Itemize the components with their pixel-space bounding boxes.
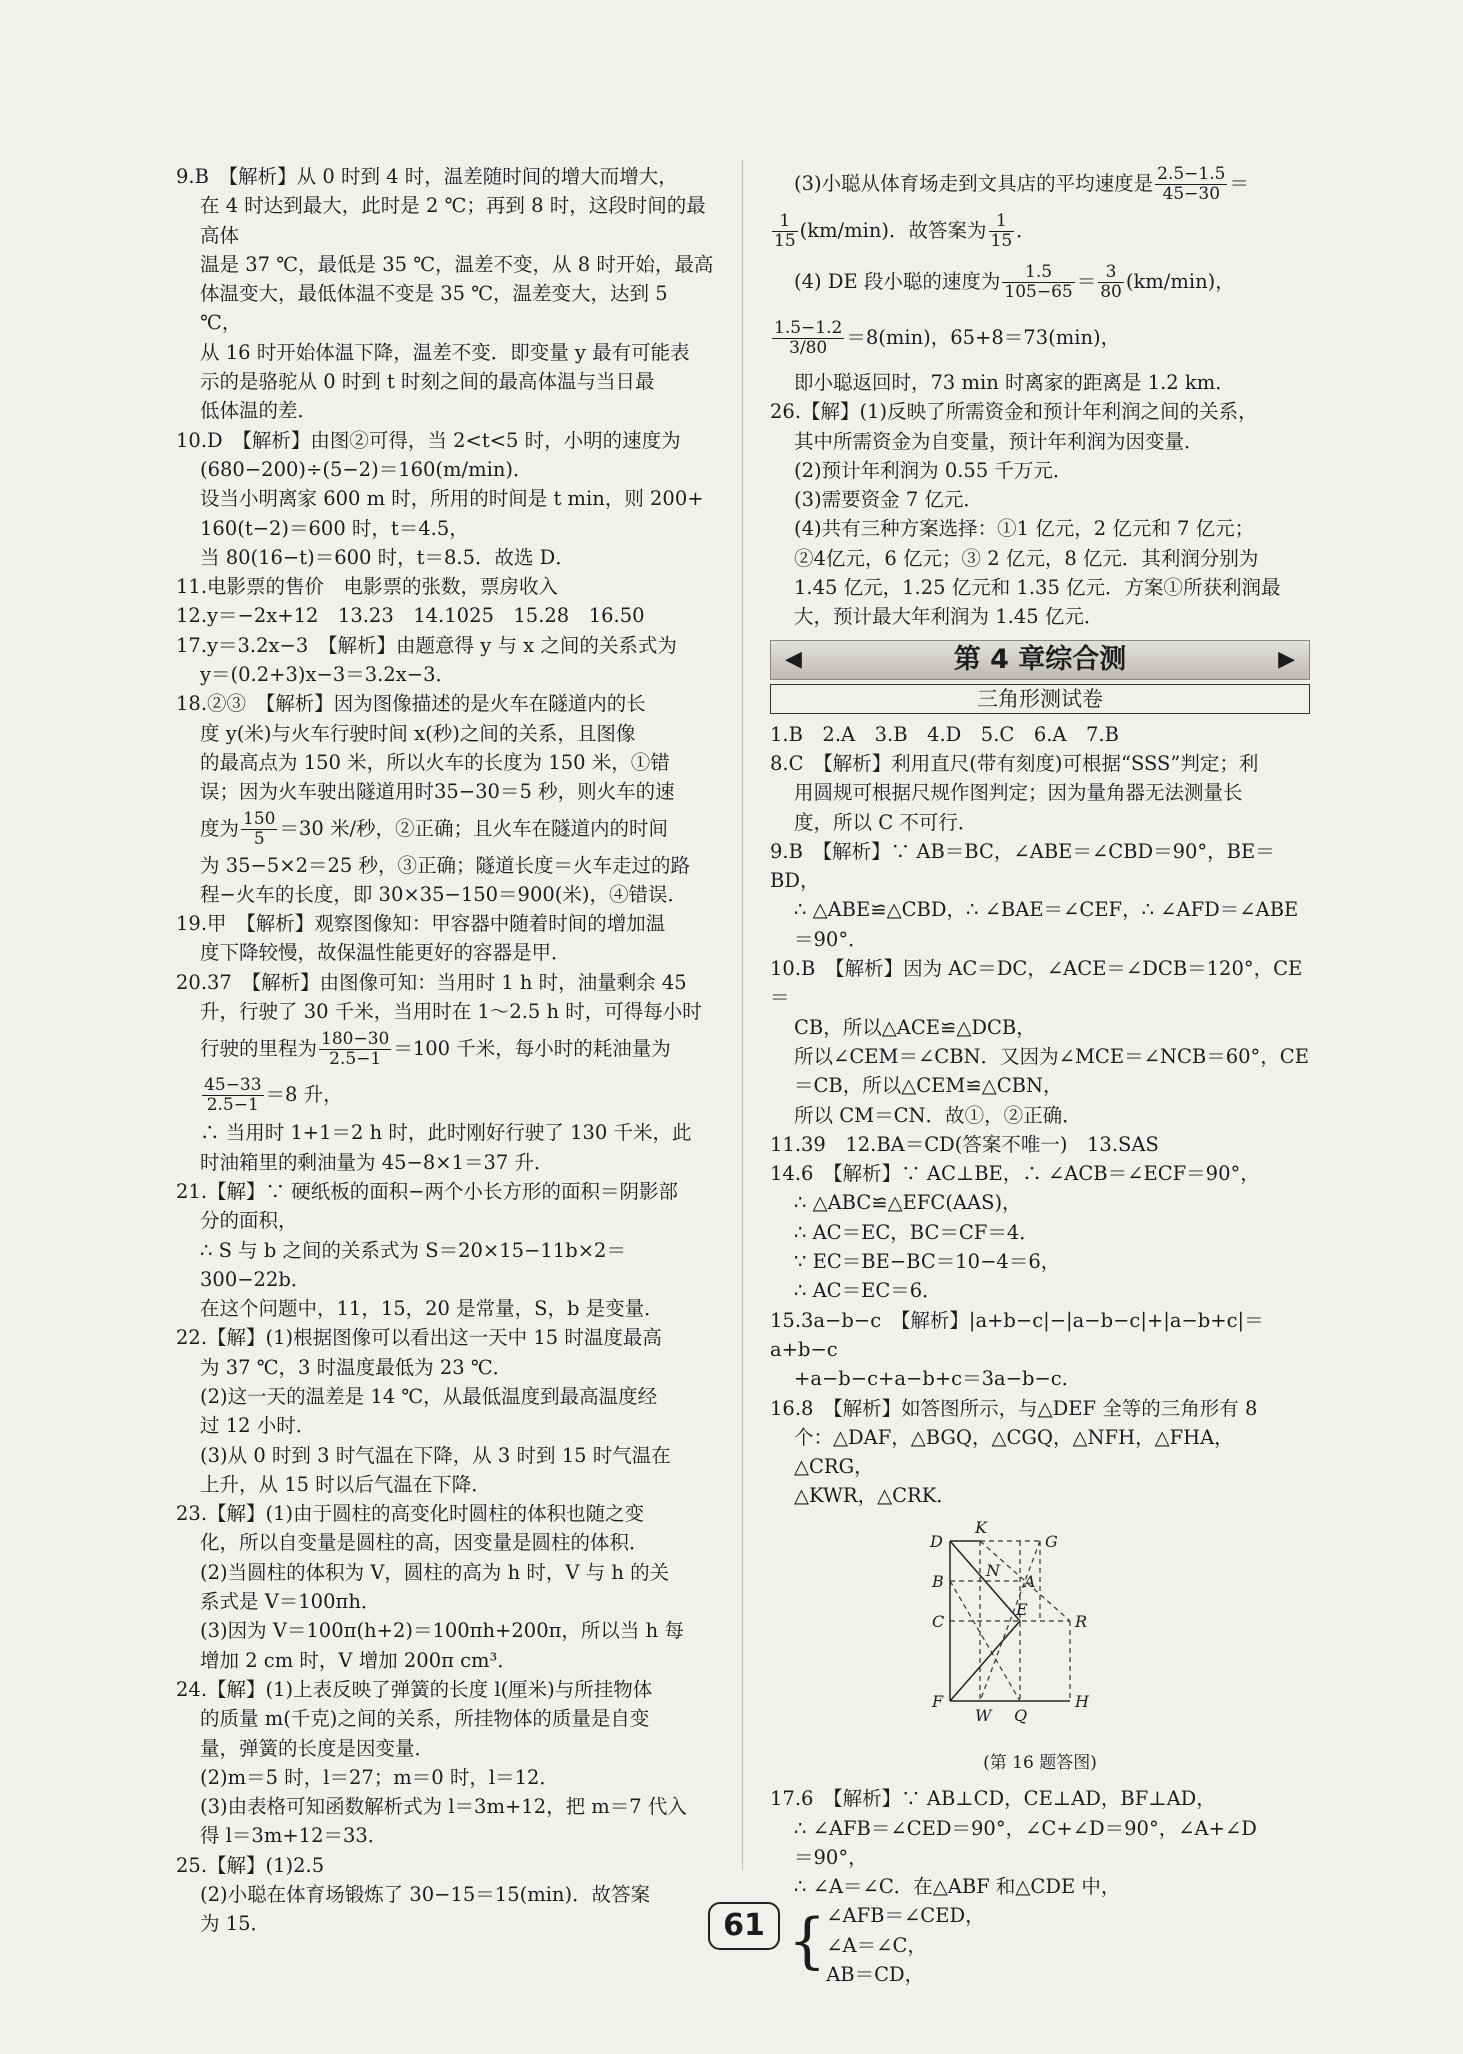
line: 19.甲 【解析】观察图像知：甲容器中随着时间的增加温 [176,912,666,936]
line: 体温变大，最低体温不变是 35 ℃，温差变大，达到 5 ℃， [200,282,674,335]
label-b: B [932,1571,944,1591]
line: 25.【解】(1)2.5 [176,1853,325,1877]
line: 即小聪返回时，73 min 时离家的距离是 1.2 km． [794,371,1235,394]
left-arrow-icon: ◀ [785,646,802,672]
line: (2)小聪在体育场锻炼了 30−15＝15(min)．故答案 [200,1883,651,1907]
line: ∠AFB＝∠CED， [826,1904,985,1928]
label-c: C [932,1611,945,1631]
line: (3)从 0 时到 3 时气温在下降，从 3 时到 15 时气温在 [200,1443,671,1467]
label-a: A [1024,1571,1036,1591]
text: (3)小聪从体育场走到文具店的平均速度是 [794,172,1154,195]
line: 8.C 【解析】利用直尺(带有刻度)可根据“SSS”判定；利 [770,751,1259,775]
fraction [1155,165,1227,204]
denominator: 80 [1100,282,1122,302]
answer-12-16: 12.y＝−2x+12 13.23 14.1025 15.28 16.50 [176,604,645,628]
numerator: 1 [989,212,1015,232]
denominator: 2.5−1 [329,1049,382,1070]
line: ∴ △ABC≌△EFC(AAS)， [794,1191,1022,1215]
text: ＝30 米/秒，②正确；且火车在隧道内的时间 [279,816,669,840]
line: (3)需要资金 7 亿元． [794,488,983,512]
line: ②4亿元，6 亿元；③ 2 亿元，8 亿元．其利润分别为 [794,546,1259,570]
denominator: 45−30 [1162,184,1221,204]
line: 23.【解】(1)由于圆柱的高变化时圆柱的体积也随之变 [176,1502,645,1526]
line: (2)预计年利润为 0.55 千万元． [794,458,1073,482]
line: 24.【解】(1)上表反映了弹簧的长度 l(厘米)与所挂物体 [176,1677,653,1701]
denominator: 105−65 [1004,282,1073,302]
fraction [772,319,844,358]
line: 个：△DAF，△BGQ，△CGQ，△NFH，△FHA，△CRG， [794,1425,1234,1479]
line [176,1026,714,1072]
line: 为 15． [200,1912,271,1936]
line: +a−b−c+a−b+c＝3a−b−c． [794,1367,1082,1391]
line: 17.y＝3.2x−3 【解析】由题意得 y 与 x 之间的关系式为 [176,633,677,657]
right-arrow-icon: ▶ [1278,646,1295,672]
label-e: E [1016,1599,1028,1619]
line: 14.6 【解析】∵ AC⊥BE，∴ ∠ACB＝∠ECF＝90°， [770,1162,1260,1186]
answer-8 [770,749,1310,837]
answer-14 [770,1159,1310,1305]
line [770,256,1310,308]
line: ∴ 当用时 1+1＝2 h 时，此时刚好行驶了 130 千米，此 [200,1121,692,1145]
segment-bq [950,1581,1020,1701]
text: 度为 [200,816,240,840]
answer-9 [176,162,714,426]
line: (2)当圆柱的体积为 V，圆柱的高为 h 时，V 与 h 的关 [200,1560,670,1584]
line: CB，所以△ACE≌△DCB， [794,1015,1036,1039]
fraction [772,212,798,251]
left-column [176,162,714,1939]
line: 化，所以自变量是圆柱的高，因变量是圆柱的体积． [200,1531,649,1555]
line: 上升，从 15 时以后气温在下降． [200,1472,491,1496]
line: 得 l＝3m+12＝33． [200,1824,388,1848]
text: ＝100 千米，每小时的耗油量为 [393,1037,671,1061]
line: 所以 CM＝CN．故①，②正确． [794,1103,1082,1127]
answer-17b [770,1784,1310,1901]
label-g: G [1045,1531,1058,1551]
answer-21 [176,1177,714,1323]
numerator: 1.5 [1002,263,1074,283]
text: (km/min)， [1125,270,1235,293]
line: 程−火车的长度，即 30×35−150＝900(米)，④错误． [200,882,687,906]
numerator: 1.5−1.2 [774,318,843,338]
line: 9.B 【解析】∵ AB＝BC，∠ABE＝∠CBD＝90°，BE＝BD， [770,839,1275,893]
line: 设当小明离家 600 m 时，所用的时间是 t min，则 200+ [200,487,704,511]
answer-17 [176,631,714,690]
numerator: 1 [772,212,798,232]
line: (680−200)÷(5−2)＝160(m/min)． [200,457,533,481]
denominator: 3/80 [789,338,828,358]
line: (2)这一天的温差是 14 ℃，从最低温度到最高温度经 [200,1384,658,1408]
answer-18 [176,689,714,909]
line: 10.B 【解析】因为 AC＝DC，∠ACE＝∠DCB＝120°，CE＝ [770,957,1303,1010]
right-column [770,162,1310,1989]
line: ∴ △ABE≌△CBD，∴ ∠BAE＝∠CEF，∴ ∠AFD＝∠ABE＝90°． [794,898,1299,951]
line: 低体温的差． [200,399,318,423]
line: (3)因为 V＝100π(h+2)＝100πh+200π，所以当 h 每 [200,1619,684,1643]
line: ∴ S 与 b 之间的关系式为 S＝20×15−11b×2＝300−22b． [200,1238,626,1291]
line: 时油箱里的剩油量为 45−8×1＝37 升． [200,1150,554,1174]
line: 18.②③ 【解析】因为图像描述的是火车在隧道内的长 [176,692,646,716]
line [770,308,1310,368]
text: ． [1016,219,1036,242]
fraction [989,212,1015,251]
line: 15.3a−b−c 【解析】|a+b−c|−|a−b−c|+|a−b+c|＝a+b−c [770,1308,1264,1361]
answer-24 [176,1675,714,1851]
line: 为 37 ℃，3 时温度最低为 23 ℃． [200,1355,513,1379]
answer-23 [176,1499,714,1675]
chapter-banner [770,640,1310,680]
denominator: 15 [990,231,1013,251]
fraction [241,810,277,849]
line: 在这个问题中，11，15，20 是常量，S，b 是变量． [200,1297,664,1321]
line: 1.45 亿元，1.25 亿元和 1.35 亿元．方案①所获利润最 [794,576,1281,600]
line: ∴ AC＝EC＝6． [794,1279,942,1303]
denominator: 2.5−1 [206,1095,259,1116]
label-f: F [932,1691,944,1711]
line: 22.【解】(1)根据图像可以看出这一天中 15 时温度最高 [176,1326,662,1350]
line: 为 35−5×2＝25 秒，③正确；隧道长度＝火车走过的路 [200,853,691,877]
geometry-figure [920,1521,1120,1739]
answer-11: 11.电影票的售价 电影票的张数，票房收入 [176,575,559,599]
brace-icon: { [788,1906,827,1977]
line: y＝(0.2+3)x−3＝3.2x−3． [200,663,455,687]
numerator: 3 [1098,263,1124,283]
line: 其中所需资金为自变量，预计年利润为因变量． [794,429,1204,453]
line: ∴ AC＝EC，BC＝CF＝4． [794,1220,1039,1244]
line: ∴ ∠AFB＝∠CED＝90°，∠C+∠D＝90°，∠A+∠D [794,1816,1257,1840]
text: 行驶的里程为 [200,1037,318,1061]
line: ＝90°， [794,1845,868,1869]
answer-10b [770,954,1310,1130]
line: 10.D 【解析】由图②可得，当 2<t<5 时，小明的速度为 [176,428,681,452]
line: 度下降较慢，故保温性能更好的容器是甲． [200,941,571,965]
text: ＝8 升， [265,1083,343,1107]
line: 16.8 【解析】如答图所示，与△DEF 全等的三角形有 8 [770,1396,1258,1420]
label-h: H [1075,1691,1089,1711]
line: 量，弹簧的长度是因变量． [200,1736,435,1760]
line: 度，所以 C 不可行． [794,810,978,834]
numerator: 180−30 [321,1029,390,1050]
fraction [202,1076,264,1115]
line [176,807,714,851]
numerator: 150 [243,808,276,829]
label-r: R [1075,1611,1088,1631]
denominator: 15 [774,231,796,251]
line: 26.【解】(1)反映了所需资金和预计年利润之间的关系， [770,400,1258,424]
line: 17.6 【解析】∵ AB⊥CD，CE⊥AD，BF⊥AD， [770,1787,1216,1811]
line: 系式是 V＝100πh． [200,1590,381,1614]
line: 9.B 【解析】从 0 时到 4 时，温差随时间的增大而增大， [176,165,678,188]
line [770,206,1310,256]
line: ＝CB，所以△CEM≌△CBN， [794,1074,1063,1098]
line: 大，预计最大年利润为 1.45 亿元． [794,605,1104,629]
line: ∴ ∠A＝∠C．在△ABF 和△CDE 中， [794,1875,1121,1899]
column-divider [742,160,743,1870]
line: (2)m＝5 时，l＝27；m＝0 时，l＝12． [200,1765,559,1789]
line: 当 80(16−t)＝600 时，t＝8.5．故选 D． [200,545,575,569]
section-subtitle: 三角形测试卷 [770,684,1310,714]
fraction [1098,263,1124,302]
answer-9b [770,837,1310,954]
fraction [319,1030,391,1069]
line: (3)由表格可知函数解析式为 l＝3m+12，把 m＝7 代入 [200,1795,687,1819]
line: AB＝CD， [826,1963,925,1987]
label-q: Q [1014,1705,1028,1725]
multiple-choice-answers: 1.B 2.A 3.B 4.D 5.C 6.A 7.B [770,722,1119,746]
line: 在 4 时达到最大，此时是 2 ℃；再到 8 时，这段时间的最高体 [200,194,706,247]
line: 过 12 小时． [200,1414,316,1438]
answer-25 [176,1851,714,1939]
page-number: 61 [708,1902,780,1950]
text: (4) DE 段小聪的速度为 [794,270,1001,293]
label-d: D [930,1531,943,1551]
line: 的最高点为 150 米，所以火车的长度为 150 米，①错 [200,750,670,774]
answer-10 [176,426,714,572]
line: 度 y(米)与火车行驶时间 x(秒)之间的关系，且图像 [200,721,636,745]
line: △KWR，△CRK． [794,1484,956,1508]
line: (4)共有三种方案选择：①1 亿元，2 亿元和 7 亿元； [794,517,1255,541]
numerator: 2.5−1.5 [1157,164,1226,184]
text: (km/min)．故答案为 [799,219,987,242]
answer-19 [176,909,714,968]
line: 升，行驶了 30 千米，当用时在 1～2.5 h 时，可得每小时 [200,1000,702,1024]
answer-11-13: 11.39 12.BA＝CD(答案不唯一) 13.SAS [770,1132,1159,1156]
label-w: W [975,1705,992,1725]
answer-15 [770,1306,1310,1394]
chapter-title: 第 4 章综合测 [953,643,1127,675]
line: 的质量 m(千克)之间的关系，所挂物体的质量是自变 [200,1707,650,1731]
line: 所以∠CEM＝∠CBN．又因为∠MCE＝∠NCB＝60°，CE [794,1044,1309,1068]
text: ＝ [1076,270,1097,293]
line: 160(t−2)＝600 时，t＝4.5， [200,516,469,540]
line: 21.【解】∵ 硬纸板的面积−两个小长方形的面积＝阴影部 [176,1179,679,1203]
answer-26 [770,397,1310,631]
line: 用圆规可根据尺规作图判定；因为量角器无法测量长 [794,781,1243,805]
label-n: N [986,1560,1000,1580]
answer-22 [176,1323,714,1499]
line: 温是 37 ℃，最低是 35 ℃，温差不变，从 8 时开始，最高 [200,252,714,276]
line: 增加 2 cm 时，V 增加 200π cm³． [200,1648,517,1672]
numerator: 45−33 [204,1075,262,1096]
equation-system [770,1901,1310,1989]
line: 从 16 时开始体温下降，温差不变．即变量 y 最有可能表 [200,340,690,364]
denominator: 5 [253,828,265,849]
brace-lines [826,1901,984,1989]
line: 分的面积， [200,1209,298,1233]
line: ∠A＝∠C， [826,1933,927,1957]
text: ＝ [1229,172,1249,195]
answer-16 [770,1394,1310,1511]
figure-caption: (第 16 题答图) [983,1752,1097,1773]
text: ＝8(min)，65+8＝73(min)， [846,326,1121,349]
line: 示的是骆驼从 0 时到 t 时刻之间的最高体温与当日最 [200,370,655,394]
line: 20.37 【解析】由图像可知：当用时 1 h 时，油量剩余 45 [176,970,687,994]
line [176,1072,714,1118]
label-k: K [975,1520,987,1537]
answer-20 [176,968,714,1177]
fraction [1002,263,1074,302]
line: 误；因为火车驶出隧道用时35−30＝5 秒，则火车的速 [200,780,675,804]
line: ∵ EC＝BE−BC＝10−4＝6， [794,1250,1061,1274]
line [770,162,1310,206]
